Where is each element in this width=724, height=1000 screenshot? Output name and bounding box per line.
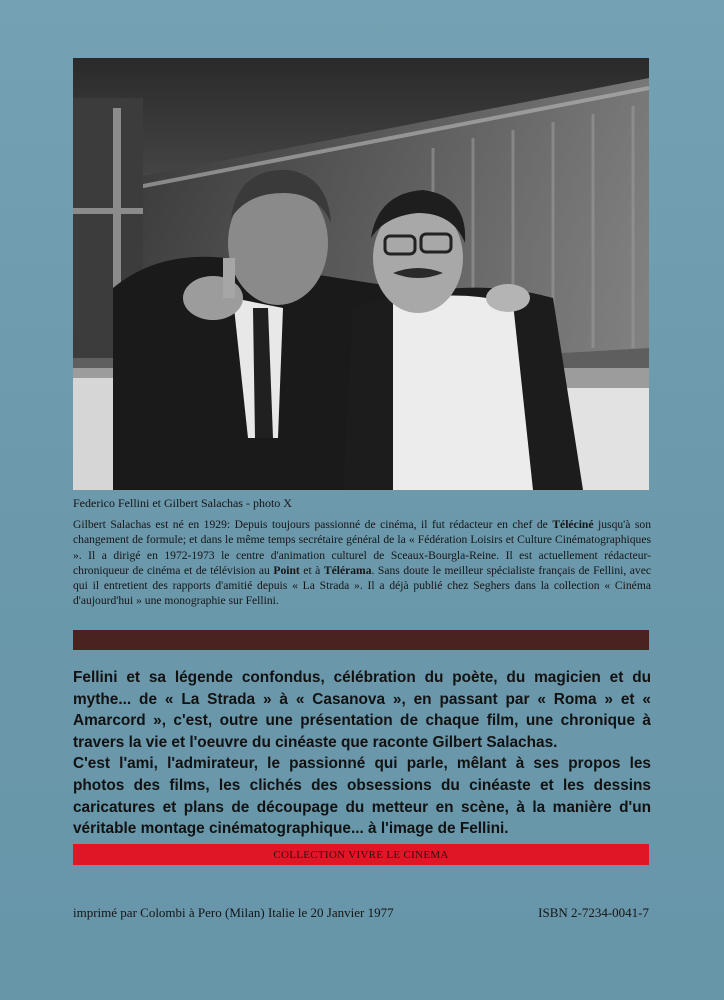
bio-text-2: jusqu'à son changement de formule; et dans le même temps secrétaire général de la « Fédération Loisirs et Culture Cinématographiques ». Il a dirigé en 1972-1973 le centre d'animation culturel de Sceaux-Bourgla-Reine. Il est actuellement rédacteur-chroniqueur de cinéma et de télévision au xyxy=(73,518,652,577)
photo-illustration xyxy=(73,58,649,490)
bio-point: Point xyxy=(273,563,300,577)
author-bio xyxy=(73,517,651,609)
bio-text-4: . Sans doute le meilleur spécialiste français de Fellini, avec qui il entretient des rapports d'amitié depuis « La Strada ». Il a déjà publié chez Seghers dans la collection « Cinéma d'aujourd'hui » une monographie sur Fellini. xyxy=(73,563,651,608)
divider-bar xyxy=(73,630,649,650)
bio-telerama: Télérama xyxy=(323,563,372,577)
collection-label: COLLECTION VIVRE LE CINEMA xyxy=(273,848,449,861)
bio-text-3: et à xyxy=(299,563,324,577)
collection-banner xyxy=(73,844,649,865)
bio-teleciné: Téléciné xyxy=(552,518,594,531)
isbn: ISBN 2-7234-0041-7 xyxy=(538,905,649,920)
photo-caption: Federico Fellini et Gilbert Salachas - photo X xyxy=(73,496,292,510)
bio-text-1: Gilbert Salachas est né en 1929: Depuis toujours passionné de cinéma, il fut rédacteur en chef de xyxy=(73,518,553,531)
imprint-line: imprimé par Colombi à Pero (Milan) Italie le 20 Janvier 1977 xyxy=(73,905,394,920)
blurb-paragraph-1: Fellini et sa légende confondus, célébration du poète, du magicien et du mythe... de « La Strada » à « Casanova », en passant par « Roma » et « Amarcord », c'est, outre une présentation de chaque film, une chronique à travers la vie et l'oeuvre du cinéaste que raconte Gilbert Salachas. xyxy=(73,669,651,751)
photo-fellini-salachas xyxy=(73,58,649,490)
blurb-paragraph-2: C'est l'ami, l'admirateur, le passionné qui parle, mêlant à ses propos les photos des films, les clichés des obsessions du cinéaste et les dessins caricatures et plans de découpage du metteur en scène, à la manière d'un véritable montage cinématographique... à l'image de Fellini. xyxy=(73,755,651,838)
book-blurb xyxy=(73,667,651,840)
